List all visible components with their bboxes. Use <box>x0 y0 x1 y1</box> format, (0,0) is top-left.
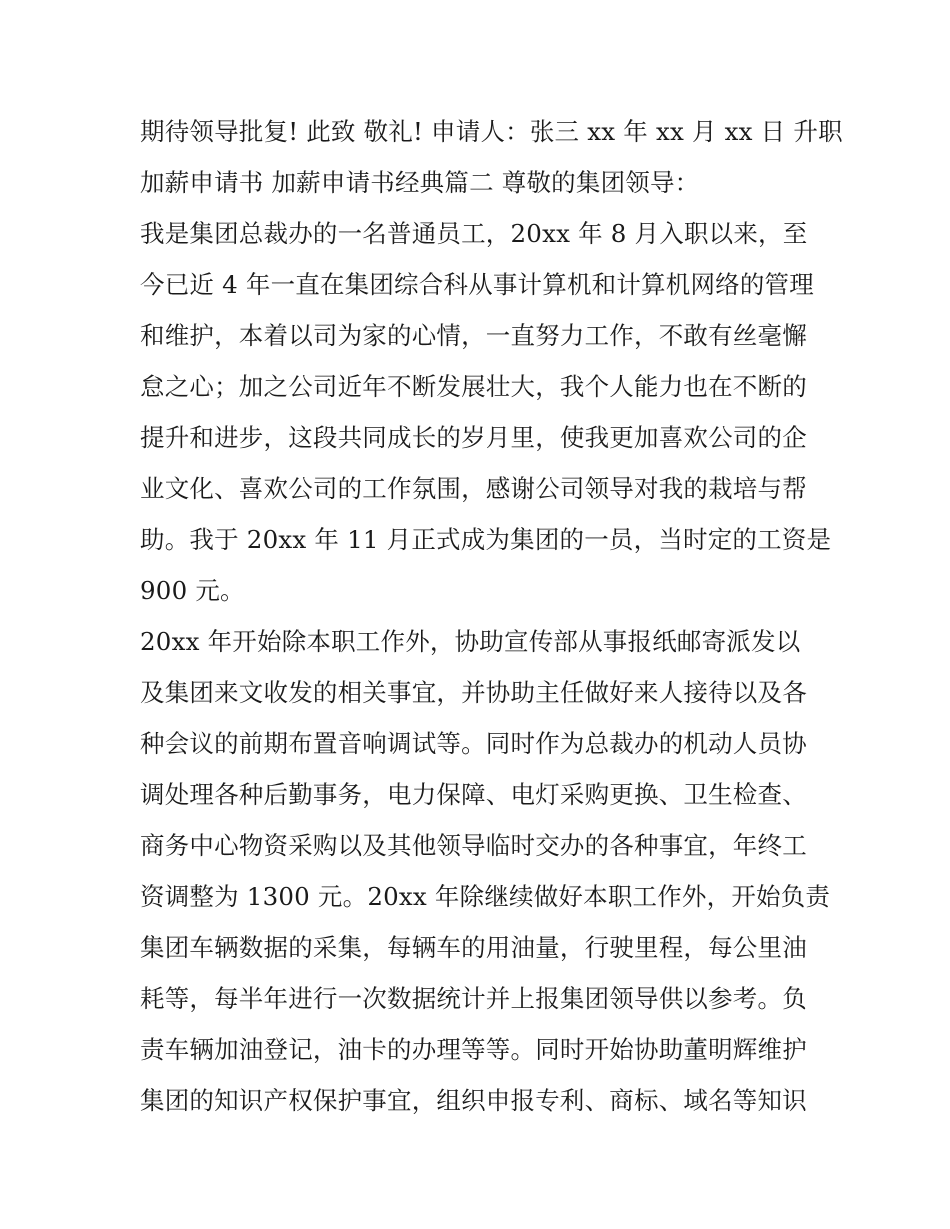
text-line-3: 我是集团总裁办的一名普通员工，20xx 年 8 月入职以来，至 <box>140 219 808 248</box>
text-line-20: 集团的知识产权保护事宜，组织申报专利、商标、域名等知识 <box>140 1086 807 1115</box>
text-line-16: 资调整为 1300 元。20xx 年除继续做好本职工作外，开始负责 <box>140 882 831 911</box>
document-body <box>140 106 843 1126</box>
text-line-13: 种会议的前期布置音响调试等。同时作为总裁办的机动人员协 <box>140 729 807 758</box>
text-line-6: 怠之心；加之公司近年不断发展壮大，我个人能力也在不断的 <box>140 372 807 401</box>
text-line-18: 耗等，每半年进行一次数据统计并上报集团领导供以参考。负 <box>140 984 807 1013</box>
text-line-15: 商务中心物资采购以及其他领导临时交办的各种事宜，年终工 <box>140 831 807 860</box>
text-line-8: 业文化、喜欢公司的工作氛围，感谢公司领导对我的栽培与帮 <box>140 474 807 503</box>
text-line-11: 20xx 年开始除本职工作外，协助宣传部从事报纸邮寄派发以 <box>140 627 801 656</box>
text-line-12: 及集团来文收发的相关事宜，并协助主任做好来人接待以及各 <box>140 678 807 707</box>
text-line-2: 加薪申请书 加薪申请书经典篇二 尊敬的集团领导： <box>140 168 700 197</box>
text-line-4: 今已近 4 年一直在集团综合科从事计算机和计算机网络的管理 <box>140 270 814 299</box>
text-line-9: 助。我于 20xx 年 11 月正式成为集团的一员，当时定的工资是 <box>140 525 832 554</box>
text-line-7: 提升和进步，这段共同成长的岁月里，使我更加喜欢公司的企 <box>140 423 807 452</box>
text-line-10: 900 元。 <box>140 576 245 605</box>
text-line-17: 集团车辆数据的采集，每辆车的用油量，行驶里程，每公里油 <box>140 933 807 962</box>
text-line-1: 期待领导批复! 此致 敬礼! 申请人：张三 xx 年 xx 月 xx 日 升职 <box>140 117 843 146</box>
text-line-14: 调处理各种后勤事务，电力保障、电灯采购更换、卫生检查、 <box>140 780 807 809</box>
text-line-5: 和维护，本着以司为家的心情，一直努力工作，不敢有丝毫懈 <box>140 321 807 350</box>
text-line-19: 责车辆加油登记，油卡的办理等等。同时开始协助董明辉维护 <box>140 1035 807 1064</box>
